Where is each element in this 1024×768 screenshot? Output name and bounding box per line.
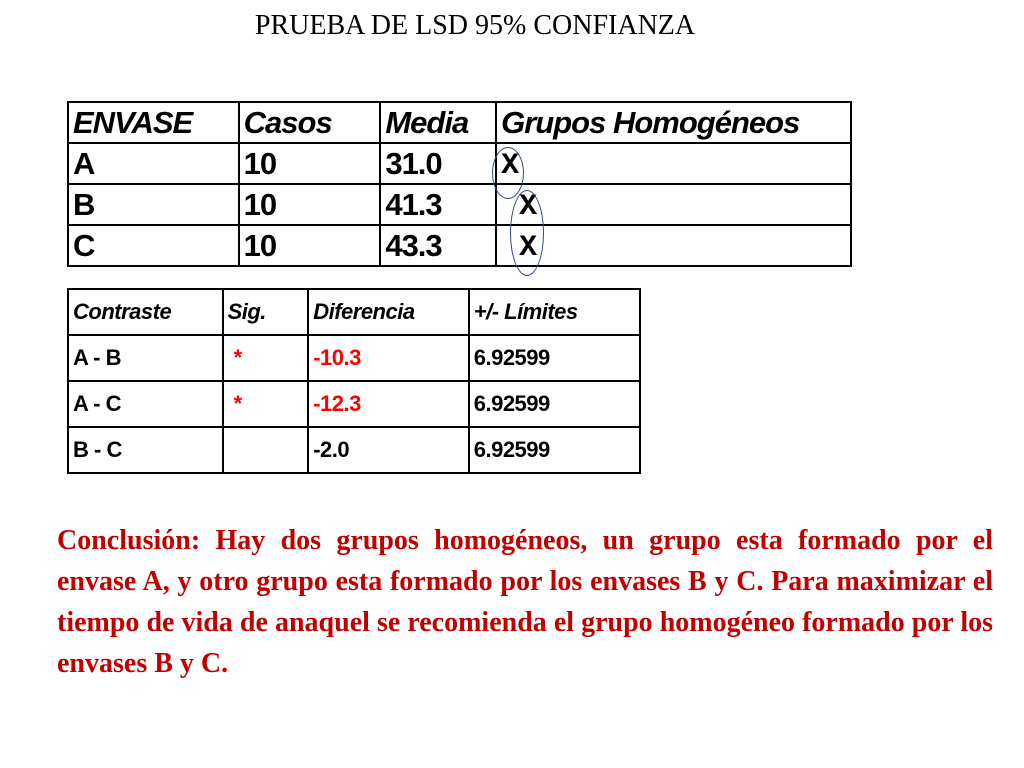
- group-bc-ellipse: [510, 190, 544, 276]
- cell-limites: 6.92599: [469, 427, 640, 473]
- header-contraste: Contraste: [68, 289, 223, 335]
- cell-contraste: A - B: [68, 335, 223, 381]
- cell-limites: 6.92599: [469, 381, 640, 427]
- cell-casos: 10: [239, 143, 381, 184]
- cell-grupo: [496, 184, 851, 225]
- cell-media: 43.3: [380, 225, 496, 266]
- cell-casos: 10: [239, 225, 381, 266]
- table-row: [68, 427, 640, 473]
- cell-envase: B: [68, 184, 239, 225]
- cell-media: 41.3: [380, 184, 496, 225]
- header-diferencia: Diferencia: [308, 289, 469, 335]
- table-header-row: [68, 102, 851, 143]
- cell-diferencia: -12.3: [308, 381, 469, 427]
- table-row: [68, 225, 851, 266]
- cell-media: 31.0: [380, 143, 496, 184]
- cell-contraste: B - C: [68, 427, 223, 473]
- cell-casos: 10: [239, 184, 381, 225]
- cell-envase: A: [68, 143, 239, 184]
- conclusion-text: Conclusión: Hay dos grupos homogéneos, un grupo esta formado por el envase A, y otro grupo esta formado por los envases B y C. Para maximizar el tiempo de vida de anaquel se recomienda el grupo homogéneo formado por los envases B y C.: [57, 525, 993, 679]
- group-mark: X: [501, 148, 520, 183]
- table-row: [68, 335, 640, 381]
- header-envase: ENVASE: [68, 102, 239, 143]
- homogeneous-groups-table: [67, 101, 852, 267]
- cell-sig: *: [223, 381, 309, 427]
- header-media: Media: [380, 102, 496, 143]
- table-row: [68, 381, 640, 427]
- page-title: PRUEBA DE LSD 95% CONFIANZA: [254, 10, 696, 41]
- cell-diferencia: -10.3: [308, 335, 469, 381]
- header-casos: Casos: [239, 102, 381, 143]
- contrast-table: [67, 288, 641, 474]
- group-mark: X: [519, 189, 538, 224]
- group-mark: X: [519, 230, 538, 265]
- cell-grupo: [496, 143, 851, 184]
- cell-sig: [223, 427, 309, 473]
- cell-envase: C: [68, 225, 239, 266]
- header-sig: Sig.: [223, 289, 309, 335]
- cell-contraste: A - C: [68, 381, 223, 427]
- header-grupos: Grupos Homogéneos: [496, 102, 851, 143]
- table-row: [68, 184, 851, 225]
- table-header-row: [68, 289, 640, 335]
- table-row: [68, 143, 851, 184]
- group-a-ellipse: [492, 147, 524, 199]
- cell-grupo: [496, 225, 851, 266]
- cell-limites: 6.92599: [469, 335, 640, 381]
- cell-diferencia: -2.0: [308, 427, 469, 473]
- cell-sig: *: [223, 335, 309, 381]
- header-limites: +/- Límites: [469, 289, 640, 335]
